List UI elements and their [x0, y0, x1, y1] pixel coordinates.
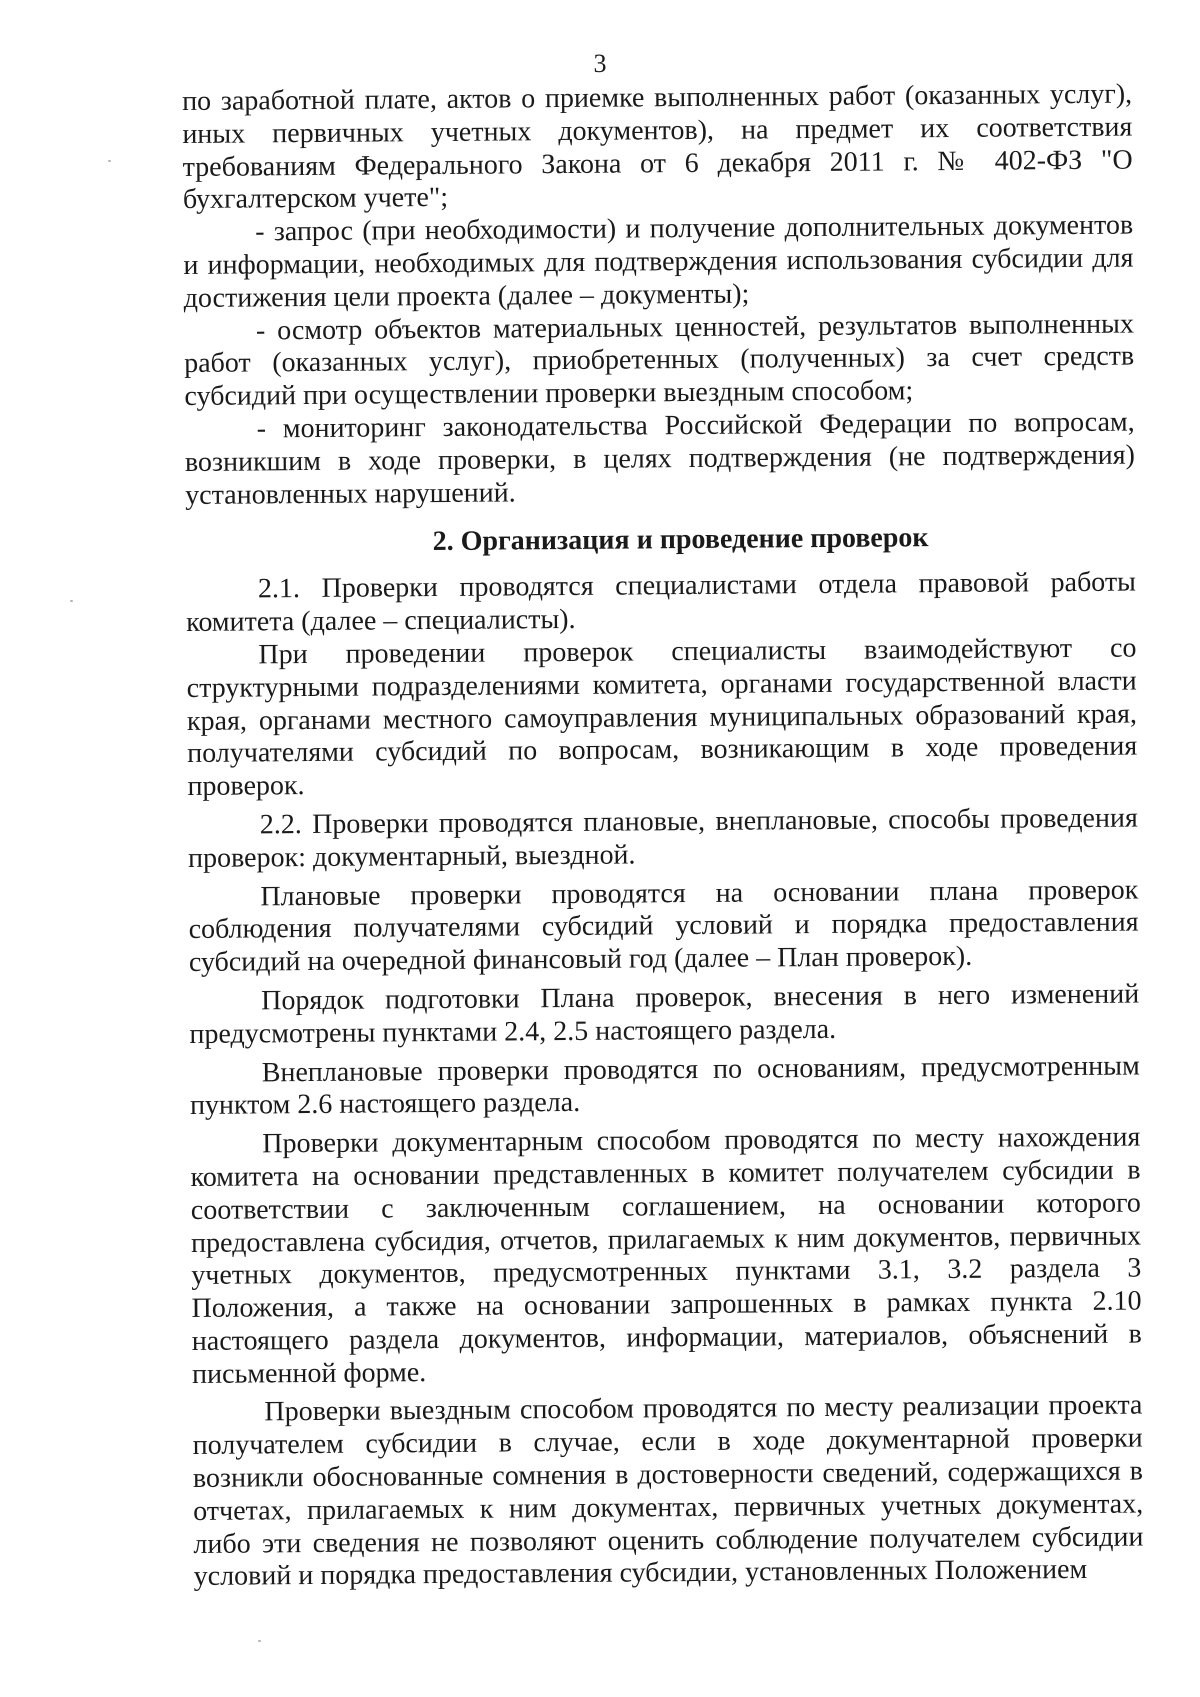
- paragraph-interaction: При проведении проверок специалисты взаимодействуют со структурными подразделениями комитета, органами государственной власти края, органами местного самоуправления муниципальных образований края, получателями субсидий по вопросам, возникающим в ходе проведения проверок.: [186, 632, 1138, 803]
- section-heading: 2. Организация и проведение проверок: [432, 522, 929, 558]
- paragraph-planned-checks: Плановые проверки проводятся на основании плана проверок соблюдения получателями субсидий условий и порядка предоставления субсидий на очередной финансовый год (далее – План проверок).: [188, 874, 1139, 979]
- document-body: [182, 79, 1144, 1595]
- paragraph-unplanned-checks: Внеплановые проверки проводятся по основаниям, предусмотренным пунктом 2.6 настоящего раздела.: [189, 1050, 1140, 1122]
- paragraph-2-2: 2.2. Проверки проводятся плановые, внеплановые, способы проведения проверок: документарный, выездной.: [187, 802, 1138, 874]
- paragraph-2-1: 2.1. Проверки проводятся специалистами отдела правовой работы комитета (далее – специалисты).: [186, 566, 1137, 639]
- scan-speck: [258, 1640, 261, 1642]
- scan-speck: [70, 600, 73, 602]
- paragraph-field-checks: Проверки выездным способом проводятся по месту реализации проекта получателем субсидии в случае, если в ходе документарной проверки возникли обоснованные сомнения в достоверности сведений, содержащихся в отчетах, прилагаемых к ним документах, первичных учетных документах, либо эти сведения не позволяют оценить соблюдение получателем субсидии условий и порядка предоставления субсидии, установленных Положением: [192, 1389, 1144, 1593]
- list-item-inspection: - осмотр объектов материальных ценностей, результатов выполненных работ (оказанных услуг), приобретенных (полученных) за счет средств субсидий при осуществлении проверки выездным способом;: [184, 308, 1135, 413]
- scan-speck: [108, 160, 111, 162]
- paragraph-continuation: по заработной плате, актов о приемке выполненных работ (оказанных услуг), иных первичных учетных документов), на предмет их соответствия требованиям Федерального Закона от 6 декабря 2011 г. № 402-ФЗ "О бухгалтерском учете";: [182, 78, 1133, 216]
- list-item-request-documents: - запрос (при необходимости) и получение дополнительных документов и информации, необходимых для подтверждения использования субсидии для достижения цели проекта (далее – документы);: [183, 209, 1134, 314]
- paragraph-documentary-checks: Проверки документарным способом проводятся по месту нахождения комитета на основании представленных в комитет получателем субсидии в соответствии с заключенным соглашением, на основании которого предоставлена субсидия, отчетов, прилагаемых к ним документов, первичных учетных документов, предусмотренных пунктами 3.1, 3.2 раздела 3 Положения, а также на основании запрошенных в рамках пункта 2.10 настоящего раздела документов, информации, материалов, объяснений в письменной форме.: [190, 1121, 1142, 1390]
- paragraph-plan-preparation: Порядок подготовки Плана проверок, внесения в него изменений предусмотрены пунктами 2.4, 2.5 настоящего раздела.: [189, 978, 1140, 1050]
- list-item-monitoring: - мониторинг законодательства Российской Федерации по вопросам, возникшим в ходе проверки, в целях подтверждения (не подтверждения) установленных нарушений.: [184, 406, 1136, 511]
- page-number: 3: [593, 49, 607, 78]
